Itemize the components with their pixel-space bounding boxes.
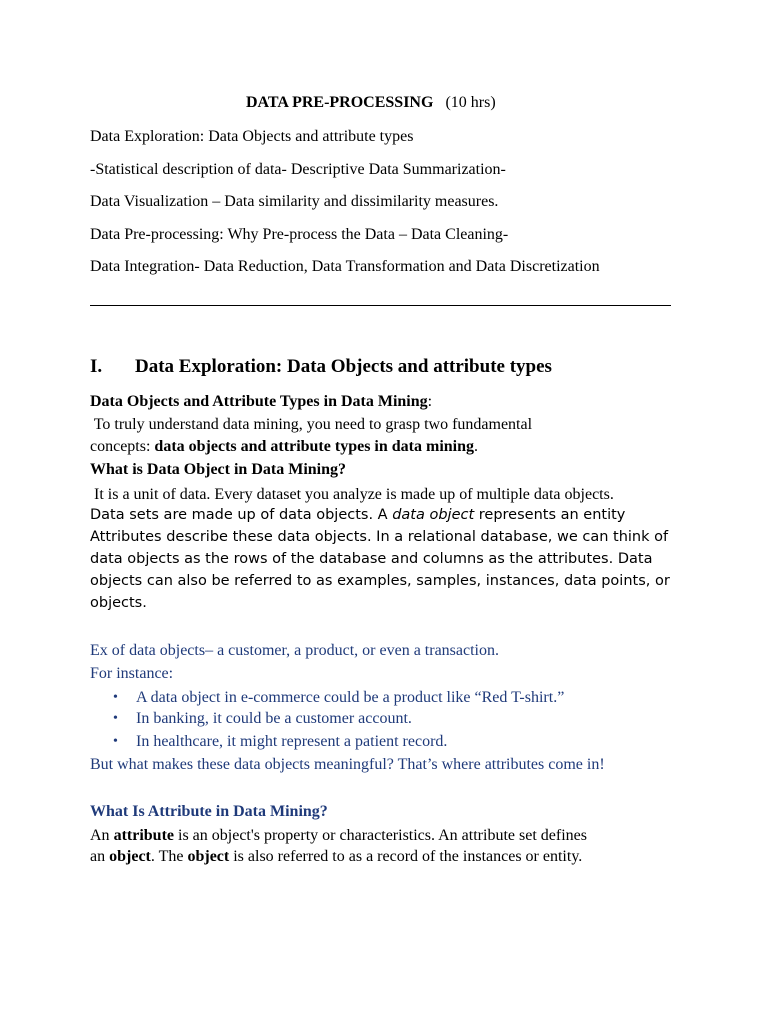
bullet-item: In banking, it could be a customer account. [136, 710, 412, 727]
title-hours: (10 hrs) [445, 94, 496, 111]
attribute-text: is also referred to as a record of the instances or entity. [229, 848, 583, 865]
bullet-item: A data object in e-commerce could be a product like “Red T-shirt.” [136, 689, 565, 706]
intro-heading-text: Data Objects and Attribute Types in Data Mining [90, 393, 428, 410]
syllabus-line: -Statistical description of data- Descriptive Data Summarization- [90, 161, 506, 178]
data-object-line-suffix: represents an entity [474, 507, 626, 523]
data-object-heading: What is Data Object in Data Mining? [90, 461, 346, 478]
data-object-line: objects. [90, 595, 147, 611]
data-object-line: It is a unit of data. Every dataset you analyze is made up of multiple data objects. [90, 486, 614, 503]
data-object-line-prefix: Data sets are made up of data objects. A [90, 507, 393, 523]
intro-line-bold: data objects and attribute types in data mining [154, 438, 474, 455]
title-text: DATA PRE-PROCESSING [246, 94, 434, 111]
attribute-term: attribute [113, 827, 174, 844]
examples-line: For instance: [90, 665, 174, 682]
syllabus-line: Data Exploration: Data Objects and attribute types [90, 128, 414, 145]
bullet-icon: • [113, 711, 118, 726]
document-title [246, 94, 496, 112]
intro-heading-colon: : [427, 393, 433, 410]
data-object-line: Attributes describe these data objects. In a relational database, we can think of [90, 529, 669, 545]
syllabus-line: Data Visualization – Data similarity and dissimilarity measures. [90, 193, 499, 210]
data-object-line [90, 507, 625, 523]
data-object-line-italic: data object [392, 507, 475, 523]
intro-line-prefix: concepts: [90, 438, 155, 455]
object-term: object [187, 848, 230, 865]
section-title: Data Exploration: Data Objects and attribute types [135, 356, 552, 377]
syllabus-line: Data Pre-processing: Why Pre-process the Data – Data Cleaning- [90, 226, 509, 243]
intro-line-suffix: . [474, 438, 478, 455]
intro-line [90, 438, 478, 456]
intro-heading [90, 393, 432, 411]
section-heading [90, 356, 102, 378]
attribute-text: An [90, 827, 114, 844]
section-number: I. [90, 356, 103, 377]
attribute-text: an [90, 848, 110, 865]
intro-line: To truly understand data mining, you need to grasp two fundamental [90, 416, 533, 433]
attribute-line [90, 827, 587, 845]
syllabus-line: Data Integration- Data Reduction, Data Transformation and Data Discretization [90, 258, 600, 275]
examples-closing: But what makes these data objects meaningful? That’s where attributes come in! [90, 756, 605, 773]
bullet-icon: • [113, 734, 118, 749]
object-term: object [109, 848, 151, 865]
bullet-item: In healthcare, it might represent a patient record. [136, 733, 448, 750]
attribute-heading: What Is Attribute in Data Mining? [90, 803, 328, 820]
attribute-line [90, 848, 582, 866]
data-object-line: data objects as the rows of the database and columns as the attributes. Data [90, 551, 653, 567]
bullet-icon: • [113, 690, 118, 705]
examples-line: Ex of data objects– a customer, a product, or even a transaction. [90, 642, 499, 659]
attribute-text: . The [150, 848, 188, 865]
attribute-text: is an object's property or characteristics. An attribute set defines [174, 827, 587, 844]
data-object-line: objects can also be referred to as examples, samples, instances, data points, or [90, 573, 670, 589]
horizontal-rule [90, 305, 671, 306]
